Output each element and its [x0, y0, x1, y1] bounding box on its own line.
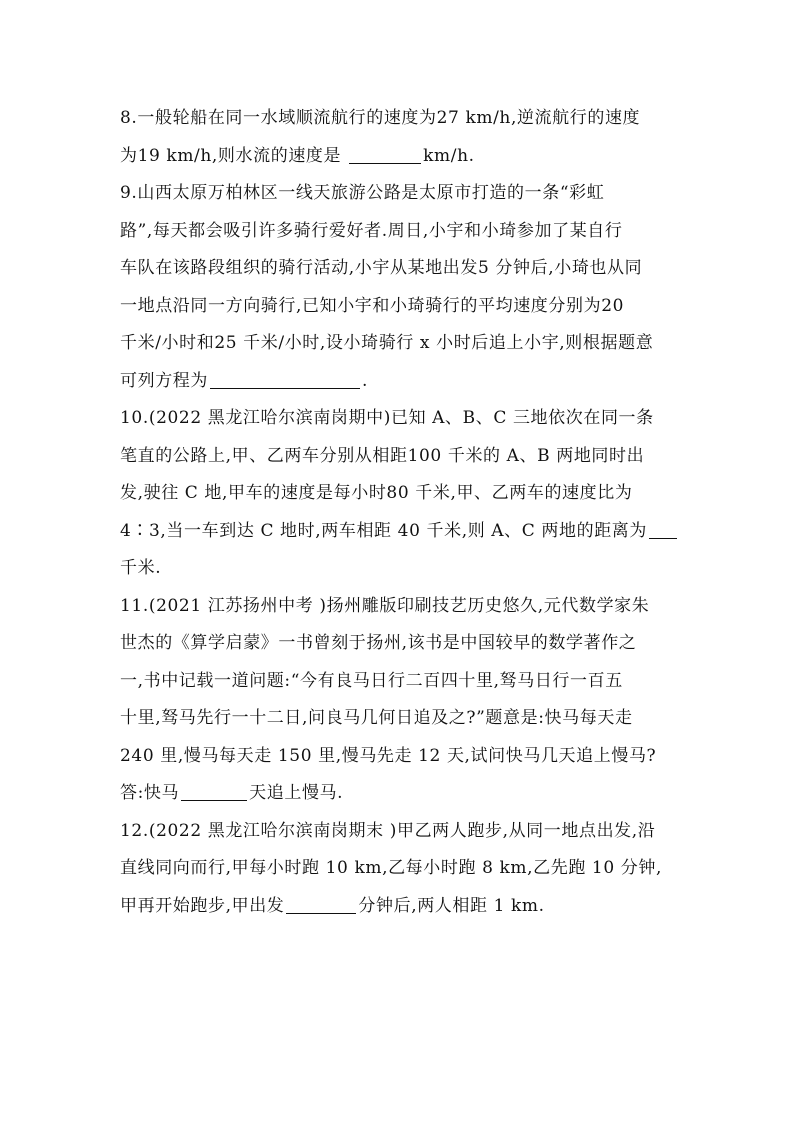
problem-8-line-2-before: 为19 km/h,则水流的速度是 [120, 145, 348, 166]
answer-blank-8[interactable] [349, 145, 421, 164]
answer-blank-10[interactable] [649, 520, 677, 539]
answer-blank-9[interactable] [210, 370, 360, 389]
problem-list [120, 100, 680, 925]
problem-10-line-1: 10.(2022 黑龙江哈尔滨南岗期中)已知 A、B、C 三地依次在同一条 [120, 408, 654, 428]
problem-12-line-3-before: 甲再开始跑步,甲出发 [120, 895, 285, 916]
problem-10-line-4 [120, 513, 680, 551]
problem-9-line-6-before: 可列方程为 [120, 370, 208, 391]
problem-10-line-4-before: 4∶3,当一车到达 C 地时,两车相距 40 千米,则 A、C 两地的距离为 [120, 520, 647, 541]
problem-10-line-5: 千米. [120, 558, 162, 578]
problem-8-line-2 [120, 138, 680, 176]
problem-11-line-5: 240 里,慢马每天走 150 里,慢马先走 12 天,试问快马几天追上慢马? [120, 745, 657, 766]
problem-9 [120, 175, 680, 400]
answer-blank-11[interactable] [181, 782, 247, 801]
problem-11 [120, 588, 680, 813]
problem-8-line-2-after: km/h. [423, 145, 475, 166]
problem-11-line-6 [120, 775, 680, 813]
problem-10-line-3: 发,驶往 C 地,甲车的速度是每小时80 千米,甲、乙两车的速度比为 [120, 483, 633, 503]
problem-8-line-1: 8.一般轮船在同一水域顺流航行的速度为27 km/h,逆流航行的速度 [120, 108, 641, 128]
problem-11-line-6-after: 天追上慢马. [249, 783, 344, 803]
problem-9-line-1: 9.山西太原万柏林区一线天旅游公路是太原市打造的一条“彩虹 [120, 183, 605, 203]
problem-10 [120, 400, 680, 588]
answer-blank-12[interactable] [286, 895, 356, 914]
problem-9-line-6 [120, 363, 680, 401]
problem-12 [120, 813, 680, 926]
problem-8 [120, 100, 680, 175]
problem-9-line-2: 路”,每天都会吸引许多骑行爱好者.周日,小宇和小琦参加了某自行 [120, 220, 623, 241]
problem-11-line-4: 十里,驽马先行一十二日,问良马几何日追及之?”题意是:快马每天走 [120, 708, 633, 728]
problem-9-line-4: 一地点沿同一方向骑行,已知小宇和小琦骑行的平均速度分别为20 [120, 295, 625, 316]
problem-9-line-5: 千米/小时和25 千米/小时,设小琦骑行 x 小时后追上小宇,则根据题意 [120, 333, 654, 353]
problem-11-line-3: 一,书中记载一道问题:“今有良马日行二百四十里,驽马日行一百五 [120, 670, 623, 691]
problem-9-line-3: 车队在该路段组织的骑行活动,小宇从某地出发5 分钟后,小琦也从同 [120, 258, 643, 278]
problem-12-line-3-after: 分钟后,两人相距 1 km. [358, 895, 545, 916]
problem-11-line-2: 世杰的《算学启蒙》一书曾刻于扬州,该书是中国较早的数学著作之 [120, 633, 637, 653]
problem-9-line-6-after: . [362, 370, 369, 391]
problem-11-line-6-before: 答:快马 [120, 783, 180, 803]
problem-12-line-1: 12.(2022 黑龙江哈尔滨南岗期末 )甲乙两人跑步,从同一地点出发,沿 [120, 820, 656, 841]
problem-11-line-1: 11.(2021 江苏扬州中考 )扬州雕版印刷技艺历史悠久,元代数学家朱 [120, 595, 650, 616]
problem-10-line-2: 笔直的公路上,甲、乙两车分别从相距100 千米的 A、B 两地同时出 [120, 445, 645, 466]
problem-12-line-2: 直线同向而行,甲每小时跑 10 km,乙每小时跑 8 km,乙先跑 10 分钟, [120, 858, 662, 878]
problem-12-line-3 [120, 888, 680, 926]
